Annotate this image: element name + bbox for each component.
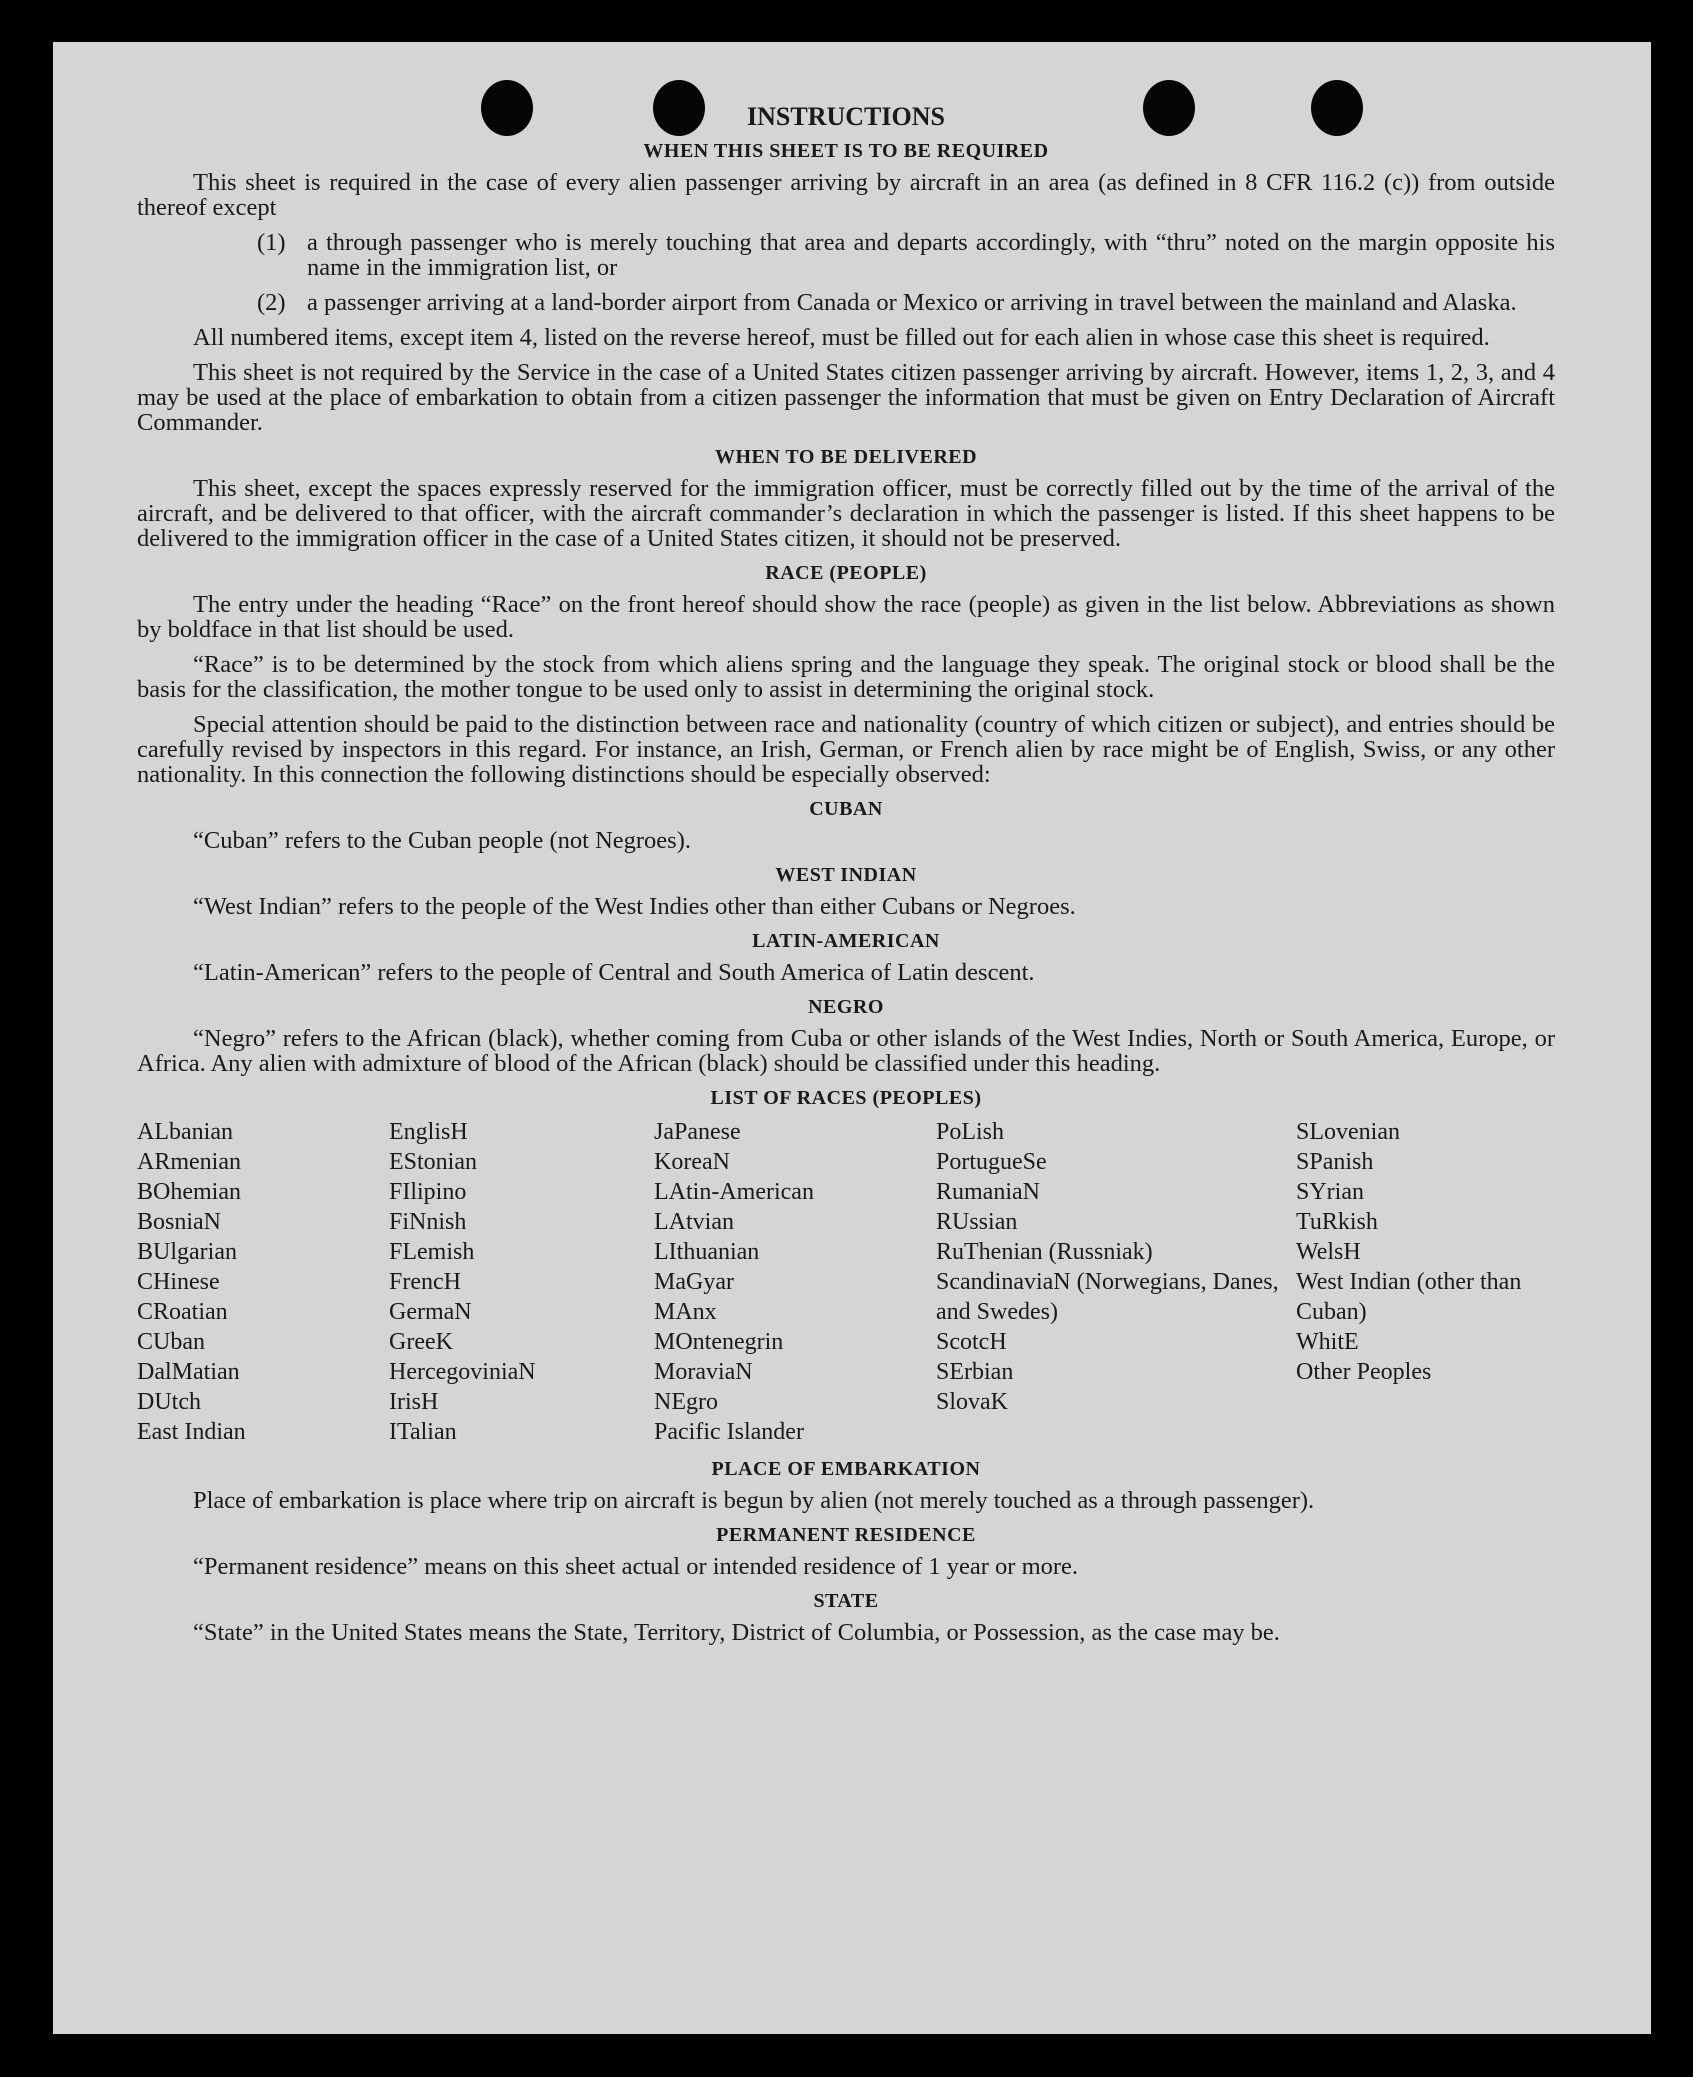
race-item: Pacific Islander [654,1419,804,1445]
paragraph: “Negro” refers to the African (black), whether coming from Cuba or other islands of the West Indies, North or South America, Europe, or Africa. Any alien with admixture of blood of the African (black) should be classified under this heading. [137,1025,1555,1077]
race-item: KoreaN [654,1149,730,1175]
section-heading: PLACE OF EMBARKATION [711,1458,981,1480]
race-item: MoraviaN [654,1359,753,1385]
race-item: LAtvian [654,1209,734,1235]
section-heading: PERMANENT RESIDENCE [716,1524,976,1546]
race-item: FIlipino [389,1179,467,1205]
race-item: GermaN [389,1299,472,1325]
race-item: WelsH [1296,1239,1361,1265]
section-heading: LATIN-AMERICAN [752,930,940,952]
race-item: FiNnish [389,1209,467,1235]
paragraph: “Latin-American” refers to the people of Central and South America of Latin descent. [193,959,1035,986]
race-column [137,1117,389,1447]
race-item: BosniaN [137,1209,221,1235]
race-item: MOntenegrin [654,1329,784,1355]
race-item: FLemish [389,1239,475,1265]
paragraph: Place of embarkation is place where trip on aircraft is begun by alien (not merely touched as a through passenger). [193,1487,1315,1514]
section-heading: LIST OF RACES (PEOPLES) [710,1087,982,1109]
race-item: BOhemian [137,1179,241,1205]
race-item: PoLish [936,1119,1005,1145]
instructions-body [137,104,1555,1655]
race-list [137,1117,1555,1447]
race-item: RUssian [936,1209,1018,1235]
section-heading: WHEN TO BE DELIVERED [714,446,978,468]
race-item: SLovenian [1296,1119,1400,1145]
race-item: ScotcH [936,1329,1007,1355]
paragraph: The entry under the heading “Race” on the front hereof should show the race (people) as given in the list below. Abbreviations as shown by boldface in that list should be used. [137,591,1555,643]
item-number: (2) [257,289,286,316]
race-item: LIthuanian [654,1239,760,1265]
section-heading: STATE [813,1590,879,1612]
race-item: SErbian [936,1359,1014,1385]
paragraph: All numbered items, except item 4, listed on the reverse hereof, must be filled out for each alien in whose case this sheet is required. [193,324,1490,351]
item-text: a passenger arriving at a land-border airport from Canada or Mexico or arriving in travel between the mainland and Alaska. [307,289,1517,316]
race-item: TuRkish [1296,1209,1378,1235]
race-item: BUlgarian [137,1239,237,1265]
race-item: WhitE [1296,1329,1359,1355]
race-item: CRoatian [137,1299,228,1325]
paragraph: “Permanent residence” means on this sheet actual or intended residence of 1 year or more. [193,1553,1079,1580]
paragraph: “State” in the United States means the State, Territory, District of Columbia, or Possession, as the case may be. [193,1619,1280,1646]
section-heading: WHEN THIS SHEET IS TO BE REQUIRED [643,140,1049,162]
race-item: DalMatian [137,1359,240,1385]
race-item: CHinese [137,1269,220,1295]
race-item: SPanish [1296,1149,1374,1175]
race-item: SYrian [1296,1179,1364,1205]
race-item: IrisH [389,1389,439,1415]
race-item: ScandinaviaN (Norwegians, Danes, and Swedes) [936,1269,1279,1325]
list-item [137,290,1555,315]
race-item: NEgro [654,1389,718,1415]
paragraph: “Cuban” refers to the Cuban people (not Negroes). [193,827,691,854]
paragraph: This sheet is not required by the Service in the case of a United States citizen passenger arriving by aircraft. However, items 1, 2, 3, and 4 may be used at the place of embarkation to obtain from a citizen passenger the information that must be given on Entry Declaration of Aircraft Commander. [137,359,1555,436]
race-item: GreeK [389,1329,453,1355]
race-item: HercegoviniaN [389,1359,536,1385]
race-item: Other Peoples [1296,1359,1432,1385]
paragraph: This sheet is required in the case of every alien passenger arriving by aircraft in an area (as defined in 8 CFR 116.2 (c)) from outside thereof except [137,169,1555,221]
race-item: MAnx [654,1299,717,1325]
race-item: SlovaK [936,1389,1008,1415]
document-page [53,42,1651,2034]
race-item: EnglisH [389,1119,468,1145]
race-item: ITalian [389,1419,457,1445]
item-number: (1) [257,229,286,256]
race-item: LAtin-American [654,1179,814,1205]
race-column [936,1117,1296,1447]
race-item: JaPanese [654,1119,741,1145]
race-item: ALbanian [137,1119,233,1145]
race-item: DUtch [137,1389,201,1415]
race-item: FrencH [389,1269,461,1295]
paragraph: This sheet, except the spaces expressly reserved for the immigration officer, must be correctly filled out by the time of the arrival of the aircraft, and be delivered to that officer, with the aircraft commander’s declaration in which the passenger is listed. If this sheet happens to be delivered to the immigration officer in the case of a United States citizen, it should not be preserved. [137,475,1555,552]
race-item: RuThenian (Russniak) [936,1239,1153,1265]
paragraph: “West Indian” refers to the people of the West Indies other than either Cubans or Negroes. [193,893,1076,920]
section-heading: WEST INDIAN [775,864,917,886]
race-item: MaGyar [654,1269,734,1295]
race-column [654,1117,936,1447]
race-item: CUban [137,1329,205,1355]
race-item: RumaniaN [936,1179,1040,1205]
race-item: East Indian [137,1419,246,1445]
race-item: PortugueSe [936,1149,1047,1175]
paragraph: Special attention should be paid to the distinction between race and nationality (country of which citizen or subject), and entries should be carefully revised by inspectors in this regard. For instance, an Irish, German, or French alien by race might be of English, Swiss, or any other nationality. In this connection the following distinctions should be especially observed: [137,711,1555,788]
section-heading: CUBAN [809,798,883,820]
section-heading: NEGRO [808,996,884,1018]
race-item: West Indian (other than Cuban) [1296,1269,1522,1325]
list-item [137,230,1555,280]
item-text: a through passenger who is merely touching that area and departs accordingly, with “thru” noted on the margin opposite his name in the immigration list, or [307,229,1555,281]
paragraph: “Race” is to be determined by the stock from which aliens spring and the language they speak. The original stock or blood shall be the basis for the classification, the mother tongue to be used only to assist in determining the original stock. [137,651,1555,703]
page-title: INSTRUCTIONS [747,102,945,131]
race-item: ARmenian [137,1149,241,1175]
section-heading: RACE (PEOPLE) [765,562,927,584]
race-item: EStonian [389,1149,477,1175]
race-column [389,1117,654,1447]
race-column [1296,1117,1556,1447]
